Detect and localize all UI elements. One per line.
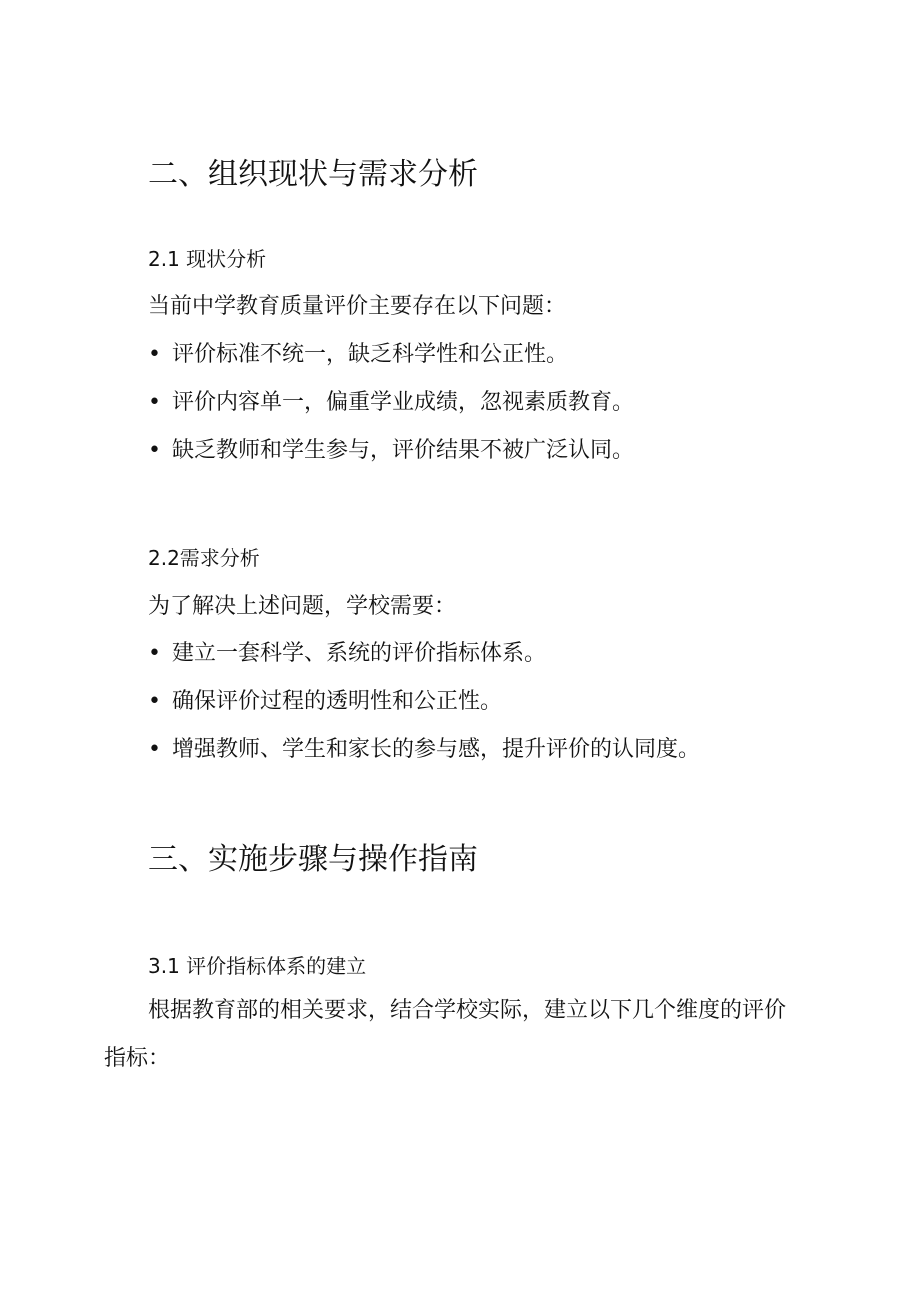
list-item — [148, 389, 634, 417]
list-item-text: 评价标准不统一，缺乏科学性和公正性。 — [172, 342, 569, 367]
list-item-text: 确保评价过程的透明性和公正性。 — [172, 689, 503, 714]
list-item-text: 缺乏教师和学生参与，评价结果不被广泛认同。 — [172, 438, 635, 463]
list-item-text: 增强教师、学生和家长的参与感，提升评价的认同度。 — [172, 737, 701, 762]
section-3-1-body: 根据教育部的相关要求，结合学校实际，建立以下几个维度的评价指标： — [104, 998, 787, 1071]
section-2-title: 二、组织现状与需求分析 — [148, 157, 478, 192]
section-2-2-intro: 为了解决上述问题，学校需要： — [148, 594, 457, 619]
section-2-1-heading: 2.1 现状分析 — [148, 247, 267, 271]
bullet-icon: • — [148, 438, 161, 463]
bullet-icon: • — [148, 390, 161, 415]
list-item — [148, 688, 502, 716]
list-item-text: 评价内容单一，偏重学业成绩，忽视素质教育。 — [172, 390, 635, 415]
list-item — [148, 640, 546, 668]
bullet-icon: • — [148, 641, 161, 666]
section-2-2-heading: 2.2需求分析 — [148, 546, 260, 570]
list-item — [148, 437, 634, 465]
section-2-1-intro: 当前中学教育质量评价主要存在以下问题： — [148, 294, 567, 319]
bullet-icon: • — [148, 342, 161, 367]
section-3-title: 三、实施步骤与操作指南 — [148, 842, 478, 877]
list-item — [148, 341, 568, 369]
list-item-text: 建立一套科学、系统的评价指标体系。 — [172, 641, 547, 666]
section-3-1-heading: 3.1 评价指标体系的建立 — [148, 954, 367, 978]
bullet-icon: • — [148, 737, 161, 762]
bullet-icon: • — [148, 689, 161, 714]
list-item — [148, 736, 700, 764]
